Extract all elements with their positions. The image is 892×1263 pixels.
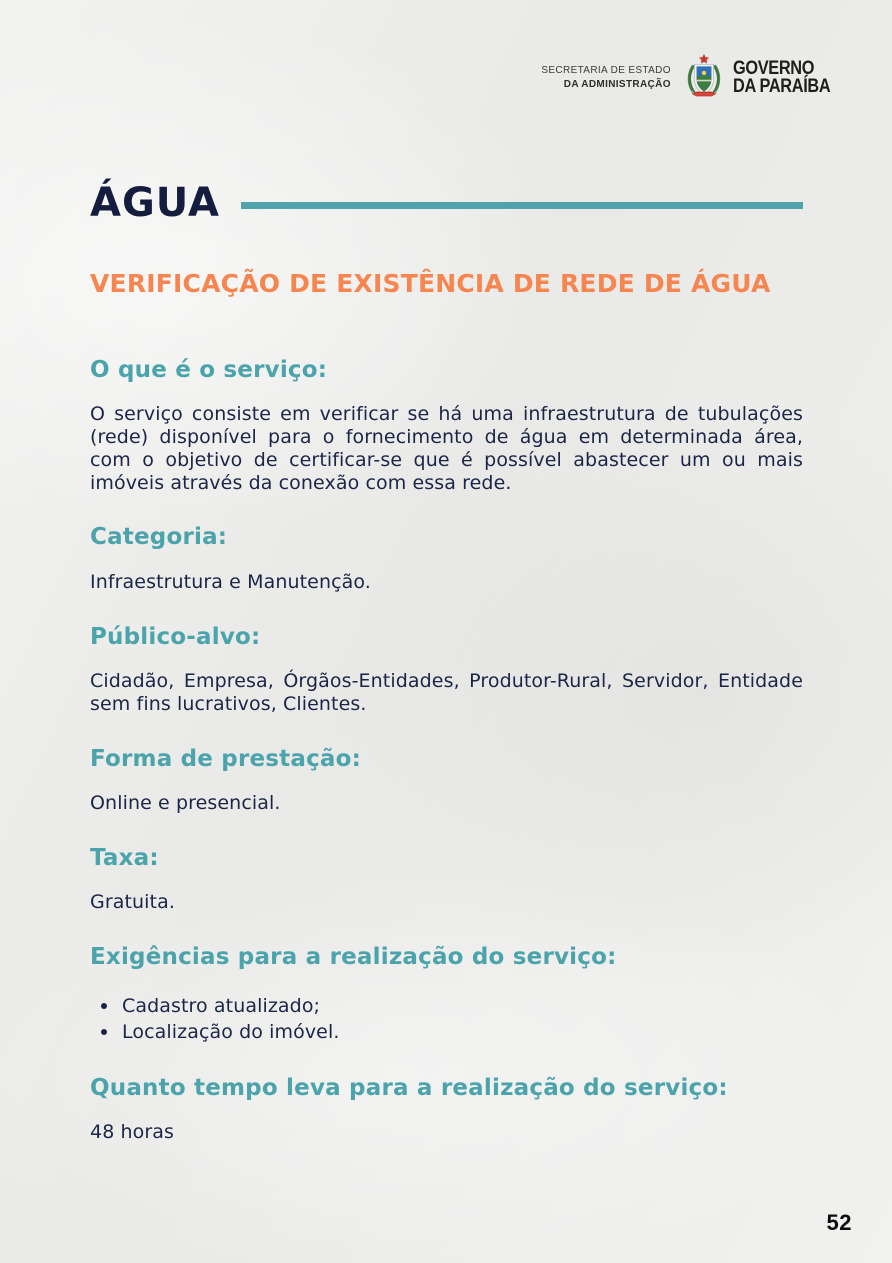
secretariat-line1: SECRETARIA DE ESTADO [541, 64, 671, 76]
section-delivery-mode [90, 746, 803, 815]
requirements-list [90, 993, 803, 1045]
section-target-audience [90, 624, 803, 716]
page-content [90, 0, 803, 1144]
list-item-text: Cadastro atualizado; [122, 994, 321, 1017]
section-heading: O que é o serviço: [90, 356, 328, 383]
bullet-icon [101, 1029, 107, 1035]
section-heading: Exigências para a realização do serviço: [90, 944, 617, 971]
section-heading: Público-alvo: [90, 623, 261, 650]
list-item [90, 993, 803, 1019]
section-heading: Taxa: [90, 844, 159, 871]
section-body: Gratuita. [90, 891, 175, 914]
bullet-icon [101, 1003, 107, 1009]
category-title-row [90, 182, 803, 224]
section-category [90, 524, 803, 593]
section-body: 48 horas [90, 1121, 175, 1144]
secretariat-line2: DA ADMINISTRAÇÃO [563, 78, 671, 90]
section-requirements [90, 944, 803, 1045]
section-body: Infraestrutura e Manutenção. [90, 570, 371, 593]
section-what-is-service [90, 357, 803, 495]
section-body: Cidadão, Empresa, Órgãos-Entidades, Produtor-Rural, Servidor, Entidade sem fins lucrativos, Clientes. [90, 670, 803, 715]
list-item [90, 1019, 803, 1045]
section-body: Online e presencial. [90, 792, 281, 815]
service-title: VERIFICAÇÃO DE EXISTÊNCIA DE REDE DE ÁGUA [90, 269, 771, 298]
section-heading: Quanto tempo leva para a realização do serviço: [90, 1074, 728, 1101]
government-line1: GOVERNO [732, 58, 814, 80]
government-line2: DA PARAÍBA [732, 75, 831, 97]
page-number: 52 [826, 1210, 852, 1235]
title-divider-rule [241, 202, 803, 209]
section-duration [90, 1075, 803, 1144]
section-heading: Forma de prestação: [90, 745, 362, 772]
section-heading: Categoria: [90, 524, 228, 551]
list-item-text: Localização do imóvel. [122, 1020, 340, 1043]
section-fee [90, 845, 803, 914]
category-title: ÁGUA [90, 180, 220, 226]
section-body: O serviço consiste em verificar se há uma infraestrutura de tubulações (rede) disponível para o fornecimento de água em determinada área, com o objetivo de certificar-se que é possível abastecer um ou mais imóveis através da conexão com essa rede. [90, 403, 803, 494]
